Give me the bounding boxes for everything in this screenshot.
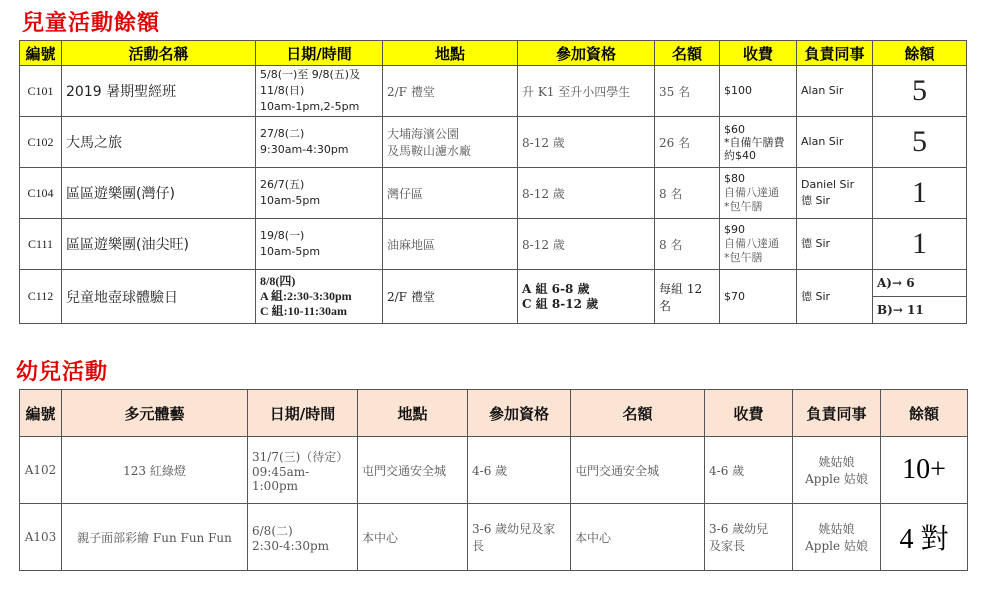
header-staff: 負責同事 (793, 390, 881, 437)
activity-code: C104 (20, 168, 62, 219)
activity-fee: $100 (720, 66, 797, 117)
activity-place: 灣仔區 (383, 168, 518, 219)
activity-quota: 26 名 (655, 117, 720, 168)
activity-code: C101 (20, 66, 62, 117)
table-row (20, 117, 967, 168)
activity-staff: 德 Sir (797, 270, 873, 324)
activity-code: C102 (20, 117, 62, 168)
activity-code: A103 (20, 504, 62, 571)
activity-eligibility: 8-12 歲 (518, 168, 655, 219)
activity-eligibility: 3-6 歲幼兒及家 長 (468, 504, 571, 571)
activity-fee: $80 自備八達通 *包午膳 (720, 168, 797, 219)
header-date: 日期/時間 (248, 390, 358, 437)
activity-date: 8/8(四) A 組:2:30-3:30pm C 組:10-11:30am (256, 270, 383, 324)
header-code: 編號 (20, 390, 62, 437)
activity-name: 區區遊樂團(灣仔) (62, 168, 256, 219)
toddler-activities-table (19, 389, 968, 571)
activity-place: 2/F 禮堂 (383, 66, 518, 117)
header-staff: 負責同事 (797, 41, 873, 66)
activity-quota: 35 名 (655, 66, 720, 117)
activity-eligibility: A 組 6-8 歲 C 組 8-12 歲 (518, 270, 655, 324)
activity-code: C111 (20, 219, 62, 270)
activity-eligibility: 升 K1 至升小四學生 (518, 66, 655, 117)
table-header-row (20, 41, 967, 66)
activity-staff: 姚姑娘 Apple 姑娘 (793, 437, 881, 504)
activity-name: 大馬之旅 (62, 117, 256, 168)
activity-eligibility: 8-12 歲 (518, 117, 655, 168)
table-row (20, 219, 967, 270)
activity-fee: $90 自備八達通 *包午膳 (720, 219, 797, 270)
activity-quota: 本中心 (571, 504, 705, 571)
header-name: 活動名稱 (62, 41, 256, 66)
activity-name: 兒童地壺球體驗日 (62, 270, 256, 324)
activity-code: C112 (20, 270, 62, 324)
header-eligibility: 參加資格 (468, 390, 571, 437)
header-place: 地點 (383, 41, 518, 66)
remaining-group-a: A)→ 6 (873, 270, 967, 297)
activity-place: 本中心 (358, 504, 468, 571)
header-remaining: 餘額 (873, 41, 967, 66)
activity-fee: $70 (720, 270, 797, 324)
header-remaining: 餘額 (881, 390, 968, 437)
activity-date: 5/8(一)至 9/8(五)及 11/8(日) 10am-1pm,2-5pm (256, 66, 383, 117)
header-name: 多元體藝 (62, 390, 248, 437)
activity-staff: Alan Sir (797, 66, 873, 117)
table-row (20, 168, 967, 219)
table-row (20, 66, 967, 117)
activity-place: 油麻地區 (383, 219, 518, 270)
activity-staff: Alan Sir (797, 117, 873, 168)
activity-name: 親子面部彩繪 Fun Fun Fun (62, 504, 248, 571)
activity-fee: 4-6 歲 (705, 437, 793, 504)
table-row (20, 270, 967, 297)
remaining-group-b: B)→ 11 (873, 297, 967, 324)
header-quota: 名額 (571, 390, 705, 437)
activity-place: 屯門交通安全城 (358, 437, 468, 504)
activity-quota: 8 名 (655, 219, 720, 270)
children-activities-table (19, 40, 967, 324)
activity-date: 26/7(五) 10am-5pm (256, 168, 383, 219)
header-eligibility: 參加資格 (518, 41, 655, 66)
activity-quota: 屯門交通安全城 (571, 437, 705, 504)
activity-remaining: 10+ (881, 437, 968, 504)
activity-staff: 姚姑娘 Apple 姑娘 (793, 504, 881, 571)
table-row (20, 504, 968, 571)
activity-name: 2019 暑期聖經班 (62, 66, 256, 117)
activity-remaining: 1 (873, 168, 967, 219)
activity-staff: Daniel Sir 德 Sir (797, 168, 873, 219)
activity-date: 31/7(三)（待定） 09:45am-1:00pm (248, 437, 358, 504)
section2-title: 幼兒活動 (16, 359, 109, 385)
header-fee: 收費 (720, 41, 797, 66)
activity-date: 6/8(二) 2:30-4:30pm (248, 504, 358, 571)
header-place: 地點 (358, 390, 468, 437)
activity-date: 27/8(二) 9:30am-4:30pm (256, 117, 383, 168)
activity-remaining: 5 (873, 66, 967, 117)
activity-quota: 每組 12 名 (655, 270, 720, 324)
activity-fee: $60 *自備午膳費 約$40 (720, 117, 797, 168)
header-fee: 收費 (705, 390, 793, 437)
activity-date: 19/8(一) 10am-5pm (256, 219, 383, 270)
header-quota: 名額 (655, 41, 720, 66)
activity-code: A102 (20, 437, 62, 504)
header-code: 編號 (20, 41, 62, 66)
activity-fee: 3-6 歲幼兒 及家長 (705, 504, 793, 571)
activity-place: 大埔海濱公園 及馬鞍山濾水廠 (383, 117, 518, 168)
activity-eligibility: 4-6 歲 (468, 437, 571, 504)
section1-title: 兒童活動餘額 (22, 10, 161, 36)
header-date: 日期/時間 (256, 41, 383, 66)
activity-remaining: 4 對 (881, 504, 968, 571)
activity-place: 2/F 禮堂 (383, 270, 518, 324)
activity-name: 區區遊樂團(油尖旺) (62, 219, 256, 270)
activity-staff: 德 Sir (797, 219, 873, 270)
table-row (20, 437, 968, 504)
activity-eligibility: 8-12 歲 (518, 219, 655, 270)
table-header-row (20, 390, 968, 437)
activity-remaining: 1 (873, 219, 967, 270)
activity-quota: 8 名 (655, 168, 720, 219)
activity-remaining: 5 (873, 117, 967, 168)
activity-name: 123 紅綠燈 (62, 437, 248, 504)
